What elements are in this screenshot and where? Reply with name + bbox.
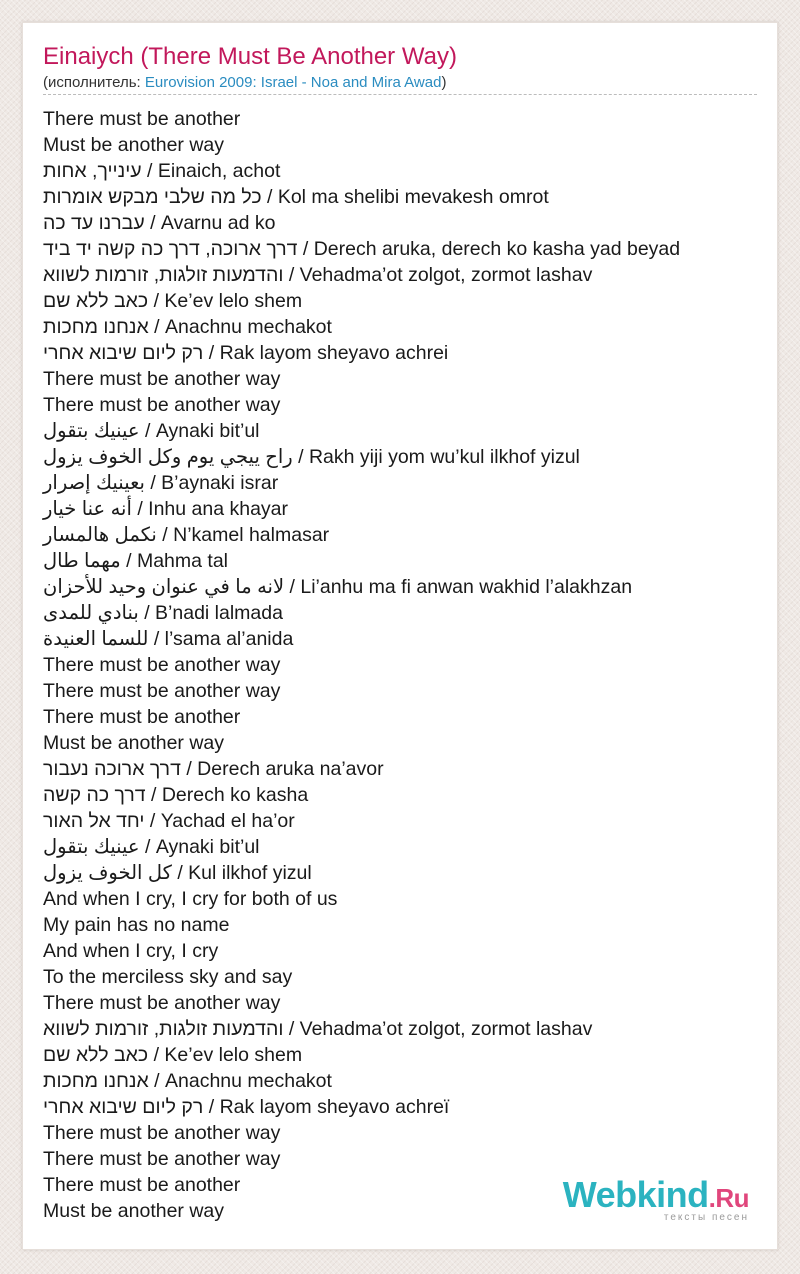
lyric-text: / Kol ma shelibi mevakesh omrot: [261, 186, 549, 208]
lyric-line: [43, 1016, 759, 1042]
lyric-text: My pain has no name: [43, 914, 230, 936]
lyric-text: / Inhu ana khayar: [131, 498, 289, 520]
lyric-text: / Rak layom sheyavo achreï: [203, 1096, 450, 1118]
lyric-original-text: راح ييجي يوم وكل الخوف يزول: [43, 446, 293, 468]
lyric-text: And when I cry, I cry: [43, 940, 219, 962]
lyric-line: [43, 782, 759, 808]
lyric-line: [43, 938, 759, 964]
lyric-original-text: כאב ללא שם: [43, 1044, 149, 1066]
lyric-text: / Yachad el ha’or: [144, 810, 295, 832]
lyric-original-text: عينيك بتقول: [43, 420, 140, 442]
lyric-line: [43, 444, 759, 470]
lyric-original-text: نكمل هالمسار: [43, 524, 157, 546]
lyric-text: Must be another way: [43, 1200, 225, 1222]
lyric-line: [43, 418, 759, 444]
lyric-text: / Einaich, achot: [141, 160, 281, 182]
lyric-line: [43, 756, 759, 782]
lyric-original-text: כאב ללא שם: [43, 290, 149, 312]
lyric-text: There must be another way: [43, 992, 281, 1014]
lyric-original-text: עינייך, אחות: [43, 160, 142, 182]
lyric-line: [43, 158, 759, 184]
lyric-original-text: והדמעות זולגות, זורמות לשווא: [43, 264, 284, 286]
lyric-text: / Li’anhu ma fi anwan wakhid l’alakhzan: [284, 576, 633, 598]
lyric-line: [43, 990, 759, 1016]
logo-tld: .Ru: [708, 1183, 749, 1213]
lyric-line: [43, 860, 759, 886]
lyric-original-text: אנחנו מחכות: [43, 1070, 149, 1092]
lyric-line: [43, 808, 759, 834]
lyric-line: [43, 886, 759, 912]
lyric-line: [43, 496, 759, 522]
artist-link[interactable]: Eurovision 2009: Israel - Noa and Mira Awad: [144, 74, 442, 91]
lyric-text: Must be another way: [43, 732, 225, 754]
page-title: Einaiych (There Must Be Another Way): [43, 43, 457, 70]
lyric-line: [43, 704, 759, 730]
lyric-text: There must be another way: [43, 394, 281, 416]
lyric-text: / Vehadma’ot zolgot, zormot lashav: [283, 264, 593, 286]
lyrics-card: [22, 22, 778, 1250]
lyric-text: / Vehadma’ot zolgot, zormot lashav: [283, 1018, 593, 1040]
lyric-line: [43, 652, 759, 678]
lyric-text: / Avarnu ad ko: [144, 212, 276, 234]
lyric-original-text: بعينيك إصرار: [43, 472, 145, 494]
lyric-original-text: عينيك بتقول: [43, 836, 140, 858]
lyric-original-text: והדמעות זולגות, זורמות לשווא: [43, 1018, 284, 1040]
lyric-text: There must be another: [43, 108, 241, 130]
lyric-text: There must be another way: [43, 680, 281, 702]
lyric-text: / Ke’ev lelo shem: [148, 1044, 303, 1066]
lyric-text: / Anachnu mechakot: [148, 316, 332, 338]
lyric-line: [43, 366, 759, 392]
lyric-text: / Rak layom sheyavo achrei: [203, 342, 449, 364]
lyric-text: / B’nadi lalmada: [138, 602, 283, 624]
lyric-line: [43, 964, 759, 990]
lyric-original-text: רק ליום שיבוא אחרי: [43, 342, 204, 364]
lyric-text: / Aynaki bit’ul: [139, 836, 260, 858]
lyric-text: / l’sama al’anida: [148, 628, 294, 650]
lyric-original-text: للسما العنيدة: [43, 628, 149, 650]
lyric-text: / N’kamel halmasar: [156, 524, 330, 546]
lyric-text: / Kul ilkhof yizul: [171, 862, 312, 884]
lyric-original-text: דרך כה קשה: [43, 784, 146, 806]
dashed-divider: [43, 94, 757, 95]
lyric-text: / Rakh yiji yom wu’kul ilkhof yizul: [292, 446, 580, 468]
lyric-line: [43, 678, 759, 704]
lyric-original-text: كل الخوف يزول: [43, 862, 172, 884]
lyric-line: [43, 522, 759, 548]
logo-tagline: тексты песен: [663, 1212, 749, 1223]
lyric-text: To the merciless sky and say: [43, 966, 293, 988]
lyric-text: / Derech ko kasha: [145, 784, 309, 806]
lyric-line: [43, 106, 759, 132]
lyric-line: [43, 626, 759, 652]
lyric-original-text: כל מה שלבי מבקש אומרות: [43, 186, 262, 208]
lyric-line: [43, 132, 759, 158]
lyric-original-text: أنه عنا خيار: [43, 498, 132, 520]
lyric-original-text: אנחנו מחכות: [43, 316, 149, 338]
lyric-text: There must be another way: [43, 1122, 281, 1144]
logo-word: Webkind: [562, 1174, 709, 1215]
lyric-line: [43, 314, 759, 340]
lyric-original-text: مهما طال: [43, 550, 121, 572]
lyric-line: [43, 470, 759, 496]
lyric-line: [43, 340, 759, 366]
lyric-line: [43, 548, 759, 574]
lyric-line: [43, 1146, 759, 1172]
lyric-line: [43, 210, 759, 236]
lyric-text: / Mahma tal: [120, 550, 228, 572]
lyrics-body: [43, 106, 759, 1224]
lyric-line: [43, 600, 759, 626]
lyric-text: And when I cry, I cry for both of us: [43, 888, 338, 910]
lyric-text: There must be another way: [43, 368, 281, 390]
lyric-original-text: דרך ארוכה נעבור: [43, 758, 181, 780]
lyric-line: [43, 574, 759, 600]
lyric-line: [43, 1094, 759, 1120]
lyric-text: / Derech aruka, derech ko kasha yad beyad: [297, 238, 681, 260]
lyric-original-text: רק ליום שיבוא אחרי: [43, 1096, 204, 1118]
lyric-text: There must be another: [43, 1174, 241, 1196]
site-logo[interactable]: [562, 1174, 749, 1223]
lyric-original-text: עברנו עד כה: [43, 212, 145, 234]
lyric-line: [43, 262, 759, 288]
lyric-line: [43, 912, 759, 938]
lyric-line: [43, 730, 759, 756]
lyric-text: There must be another: [43, 706, 241, 728]
lyric-original-text: بنادي للمدى: [43, 602, 139, 624]
lyric-line: [43, 1068, 759, 1094]
lyric-original-text: لانه ما في عنوان وحيد للأحزان: [43, 576, 285, 598]
lyric-line: [43, 1120, 759, 1146]
lyric-text: / Anachnu mechakot: [148, 1070, 332, 1092]
artist-suffix: ): [441, 74, 447, 91]
lyric-text: / Ke’ev lelo shem: [148, 290, 303, 312]
lyric-text: There must be another way: [43, 1148, 281, 1170]
logo-wordmark: [562, 1174, 749, 1216]
lyric-line: [43, 1042, 759, 1068]
lyric-text: / Aynaki bit’ul: [139, 420, 260, 442]
lyric-line: [43, 834, 759, 860]
lyric-line: [43, 236, 759, 262]
lyric-original-text: דרך ארוכה, דרך כה קשה יד ביד: [43, 238, 298, 260]
lyric-line: [43, 392, 759, 418]
lyric-text: There must be another way: [43, 654, 281, 676]
lyric-line: [43, 288, 759, 314]
lyric-original-text: יחד אל האור: [43, 810, 145, 832]
artist-line: [43, 74, 446, 92]
artist-prefix: (исполнитель:: [43, 74, 145, 91]
lyric-text: / B’aynaki israr: [144, 472, 279, 494]
lyric-text: Must be another way: [43, 134, 225, 156]
lyric-line: [43, 184, 759, 210]
lyric-text: / Derech aruka na’avor: [180, 758, 384, 780]
